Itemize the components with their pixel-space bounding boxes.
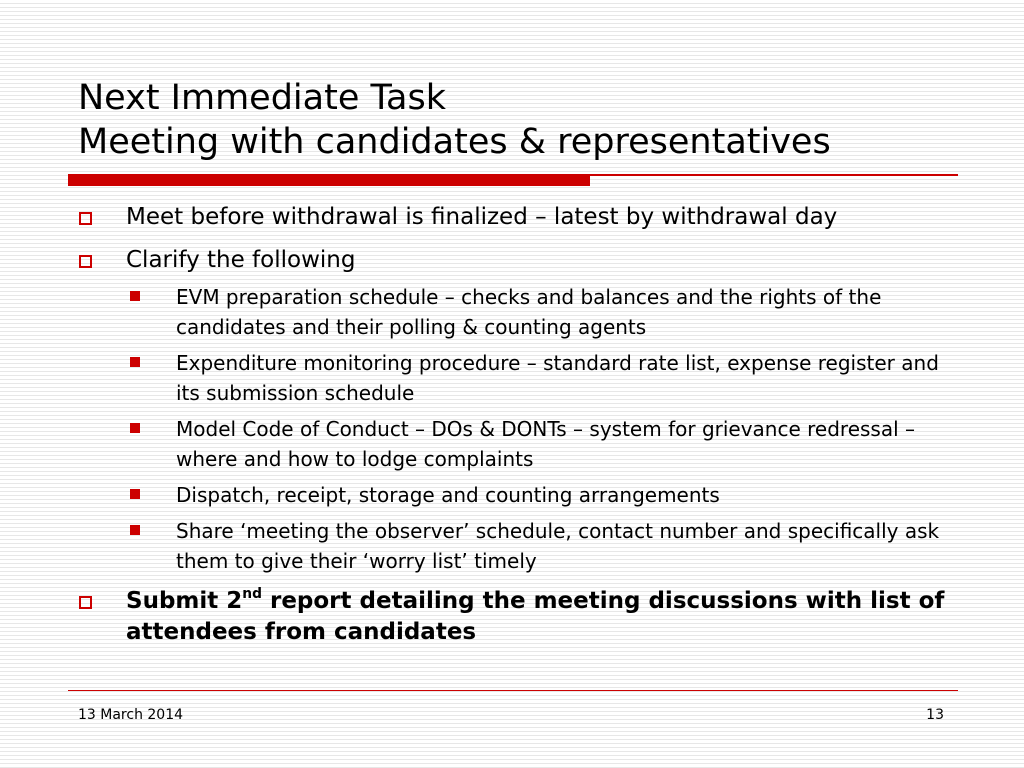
sub-bullet-item <box>78 480 958 510</box>
bullet-item <box>78 245 958 276</box>
hollow-square-bullet-icon <box>79 596 92 609</box>
sub-bullet-item <box>78 282 958 342</box>
bullet-text: Clarify the following <box>126 247 356 273</box>
title-line-1: Next Immediate Task <box>78 78 447 118</box>
title-line-2: Meeting with candidates & representatives <box>78 122 831 162</box>
bullet-item <box>78 202 958 233</box>
bullet-list <box>78 202 958 660</box>
footer-date: 13 March 2014 <box>78 707 184 723</box>
sub-bullet-text: EVM preparation schedule – checks and balances and the rights of the candidates and their polling & counting agents <box>176 285 882 339</box>
sub-bullet-text: Share ‘meeting the observer’ schedule, contact number and specifically ask them to give their ‘worry list’ timely <box>176 519 940 573</box>
bullet-text-suffix: report detailing the meeting discussions with list of attendees from candidates <box>126 588 945 645</box>
filled-square-bullet-icon <box>130 357 140 367</box>
bullet-item-emphasis <box>78 586 958 648</box>
sub-bullet-text: Dispatch, receipt, storage and counting arrangements <box>176 483 720 507</box>
filled-square-bullet-icon <box>130 489 140 499</box>
hollow-square-bullet-icon <box>79 255 92 268</box>
sub-bullet-item <box>78 516 958 576</box>
footer-divider <box>68 690 958 691</box>
page-number: 13 <box>926 707 944 723</box>
hollow-square-bullet-icon <box>79 212 92 225</box>
sub-bullet-text: Model Code of Conduct – DOs & DONTs – system for grievance redressal – where and how to lodge complaints <box>176 417 916 471</box>
slide-title <box>78 76 831 164</box>
title-underline-thick <box>68 174 590 186</box>
bullet-text: Meet before withdrawal is finalized – latest by withdrawal day <box>126 204 838 230</box>
ordinal-superscript: nd <box>242 585 262 602</box>
sub-bullet-text: Expenditure monitoring procedure – standard rate list, expense register and its submission schedule <box>176 351 939 405</box>
bullet-text-prefix: Submit 2 <box>126 588 243 614</box>
title-underline-thin <box>590 174 958 176</box>
filled-square-bullet-icon <box>130 423 140 433</box>
sub-bullet-list <box>78 282 958 576</box>
filled-square-bullet-icon <box>130 291 140 301</box>
sub-bullet-item <box>78 414 958 474</box>
filled-square-bullet-icon <box>130 525 140 535</box>
sub-bullet-item <box>78 348 958 408</box>
